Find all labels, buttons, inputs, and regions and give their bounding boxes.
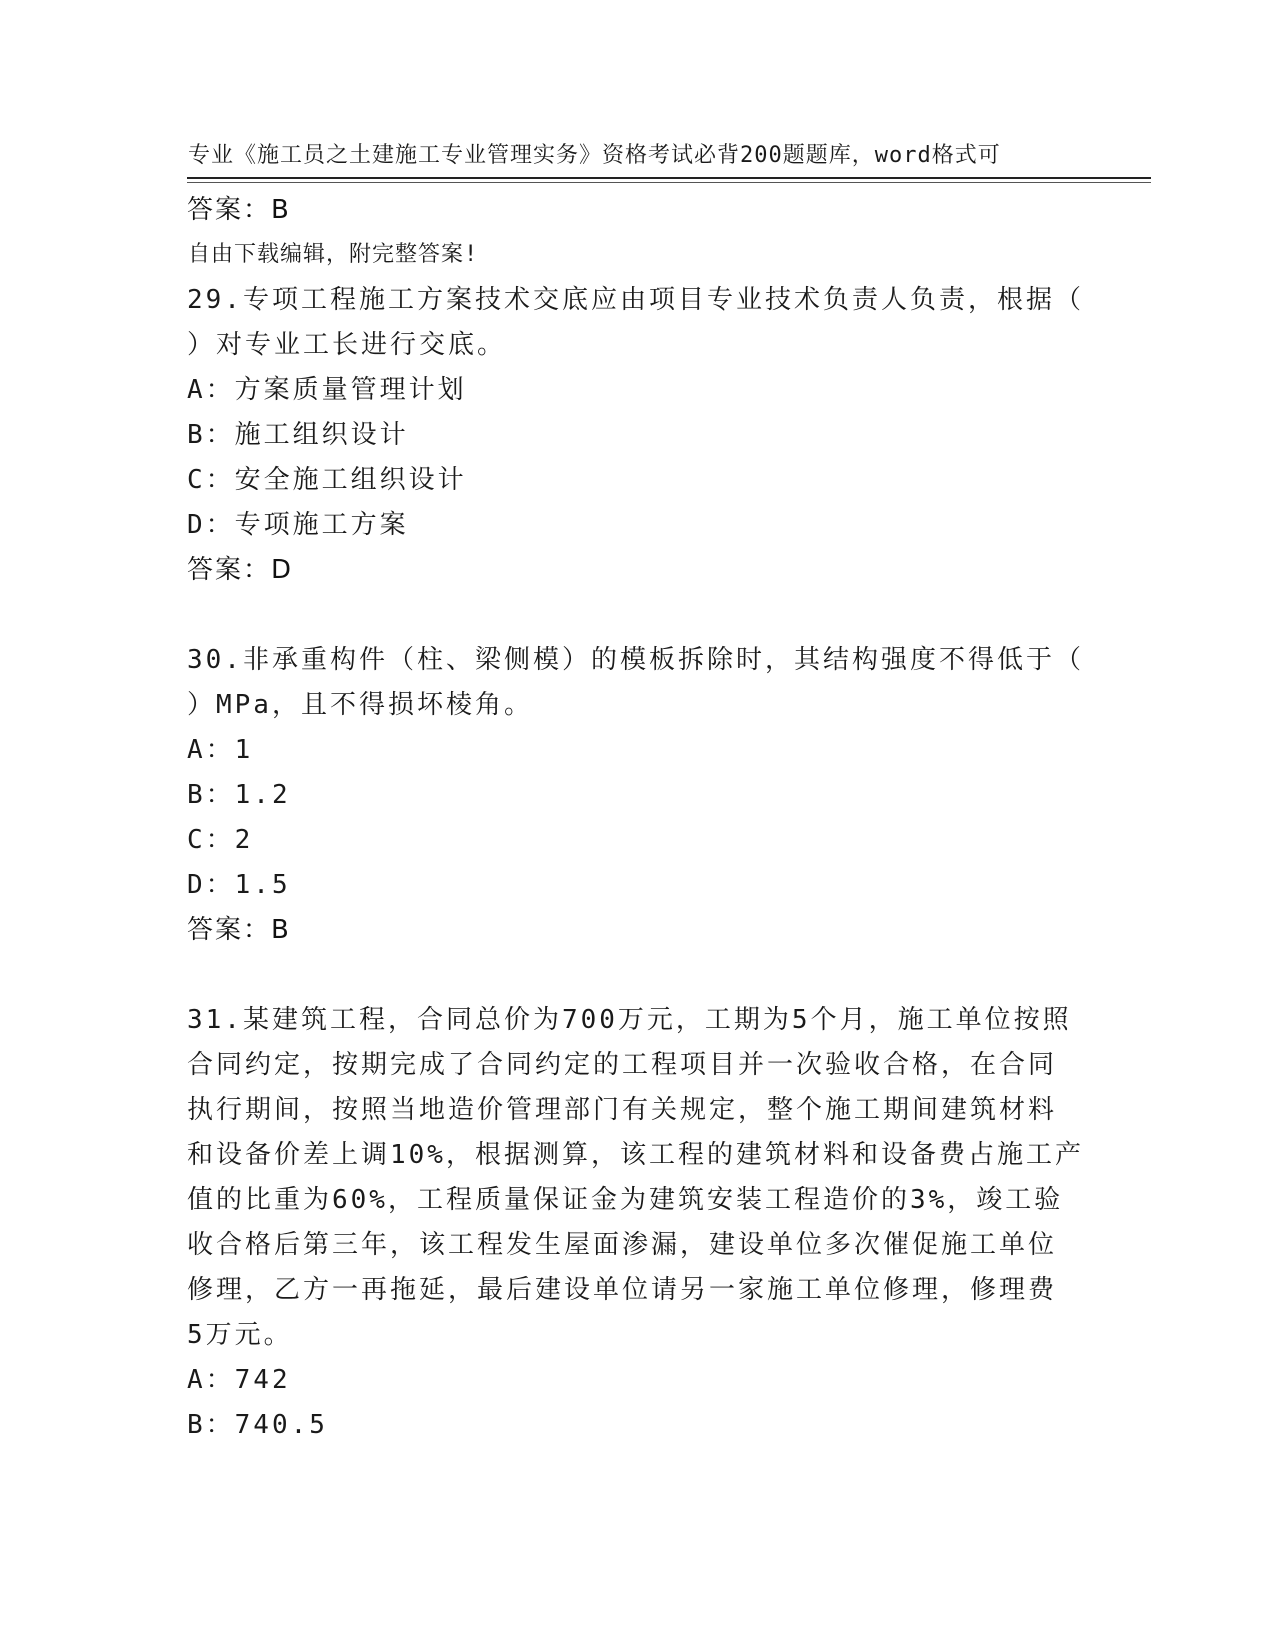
question-stem-line: 29.专项工程施工方案技术交底应由项目专业技术负责人负责，根据（ (187, 285, 1084, 315)
option-b: B：施工组织设计 (187, 420, 409, 450)
question-stem-line: ）MPa，且不得损坏棱角。 (187, 690, 533, 720)
option-a: A：1 (187, 735, 254, 765)
header-line-2: 自由下载编辑，附完整答案! (188, 242, 479, 267)
question-29 (187, 278, 1087, 593)
question-stem-line: 修理，乙方一再拖延，最后建设单位请另一家施工单位修理，修理费 (187, 1275, 1058, 1305)
question-stem-line: 和设备价差上调10%，根据测算，该工程的建筑材料和设备费占施工产 (187, 1140, 1084, 1170)
header-divider-thin (187, 182, 1151, 183)
question-stem-line: 值的比重为60%，工程质量保证金为建筑安装工程造价的3%，竣工验 (187, 1185, 1064, 1215)
option-b: B：1.2 (187, 780, 291, 810)
question-stem-line: 30.非承重构件（柱、梁侧模）的模板拆除时，其结构强度不得低于（ (187, 645, 1084, 675)
question-31 (187, 998, 1087, 1448)
previous-answer: 答案：B (187, 195, 291, 225)
question-stem-line: 5万元。 (187, 1320, 293, 1350)
header-divider (187, 177, 1151, 179)
question-stem-line: ）对专业工长进行交底。 (187, 330, 507, 360)
header-line-1: 专业《施工员之土建施工专业管理实务》资格考试必背200题题库，word格式可 (188, 143, 1001, 168)
question-stem-line: 收合格后第三年，该工程发生屋面渗漏，建设单位多次催促施工单位 (187, 1230, 1058, 1260)
option-a: A：742 (187, 1365, 291, 1395)
option-b: B：740.5 (187, 1410, 328, 1440)
option-d: D：1.5 (187, 870, 291, 900)
option-c: C：安全施工组织设计 (187, 465, 467, 495)
question-30 (187, 638, 1087, 953)
option-d: D：专项施工方案 (187, 510, 409, 540)
answer: 答案：B (187, 915, 291, 945)
option-a: A：方案质量管理计划 (187, 375, 467, 405)
question-list (187, 188, 1087, 1448)
option-c: C：2 (187, 825, 254, 855)
question-stem-line: 合同约定，按期完成了合同约定的工程项目并一次验收合格，在合同 (187, 1050, 1058, 1080)
answer: 答案：D (187, 555, 294, 585)
question-stem-line: 31.某建筑工程，合同总价为700万元，工期为5个月，施工单位按照 (187, 1005, 1072, 1035)
question-stem-line: 执行期间，按照当地造价管理部门有关规定，整个施工期间建筑材料 (187, 1095, 1058, 1125)
